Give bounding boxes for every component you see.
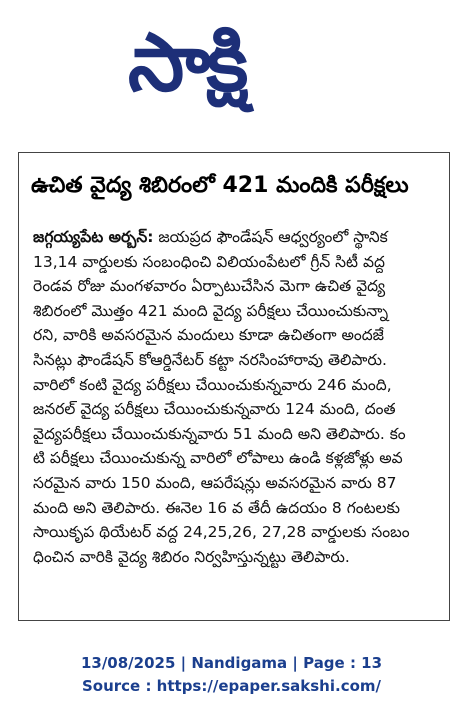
article-headline: ఉచిత వైద్య శిబిరంలో 421 మందికి పరీక్షలు (31, 173, 409, 198)
logo-text: సాక్షి (128, 16, 245, 109)
body-line: వారిలో కంటి వైద్య పరీక్షలు చేయించుకున్నవారు 246 మంది, (33, 375, 392, 394)
body-line: సరమైన వారు 150 మంది, ఆపరేషన్లు అవసరమైన వారు 87 (33, 473, 397, 492)
source-link[interactable]: Source : https://epaper.sakshi.com/ (81, 677, 381, 695)
body-line: వైద్యపరీక్షలు చేయించుకున్నవారు 51 మంది అని తెలిపారు. కం (33, 424, 406, 443)
article-body (33, 225, 437, 569)
body-line: రని, వారికి అవసరమైన మందులు కూడా ఉచితంగా అందజే (33, 326, 385, 345)
body-line: టి పరీక్షలు చేయించుకున్న వారిలో లోపాలు ఉండి కళ్లజోళ్లు అవ (33, 449, 403, 468)
body-line: శిబిరంలో మొత్తం 421 మంది వైద్య పరీక్షలు చేయించుకున్నా (33, 301, 389, 320)
cropped-text-fragment (40, 128, 400, 138)
article-clipping (18, 152, 450, 621)
body-line: మంది అని తెలిపారు. ఈనెల 16 వ తేదీ ఉదయం 8 గంటలకు (33, 498, 401, 517)
body-line: జనరల్ వైద్య పరీక్షలు చేయించుకున్నవారు 124 మంది, దంత (33, 400, 396, 419)
body-line-text: జయప్రద ఫౌండేషన్ ఆధ్వర్యంలో స్థానిక (153, 228, 388, 246)
edition-info: 13/08/2025 | Nandigama | Page : 13 (80, 654, 383, 672)
body-line (33, 225, 437, 250)
sakshi-logo (128, 8, 338, 118)
body-line: సాయికృప థియేటర్ వద్ద 24,25,26, 27,28 వార్డులకు సంబం (33, 523, 410, 542)
body-line: 13,14 వార్డులకు సంబంధించి విలియంపేటలో గ్రీన్ సిటీ వద్ద (33, 252, 385, 271)
body-line: రెండవ రోజు మంగళవారం ఏర్పాటుచేసిన మెగా ఉచిత వైద్య (33, 277, 386, 296)
article-dateline: జగ్గయ్యపేట అర్బన్: (33, 228, 154, 246)
body-line: ధించిన వారికి వైద్య శిబిరం నిర్వహిస్తున్నట్టు తెలిపారు. (33, 547, 350, 566)
body-line: సినట్లు ఫౌండేషన్ కోఆర్డినేటర్ కట్టా నరసింహారావు తెలిపారు. (33, 350, 387, 369)
